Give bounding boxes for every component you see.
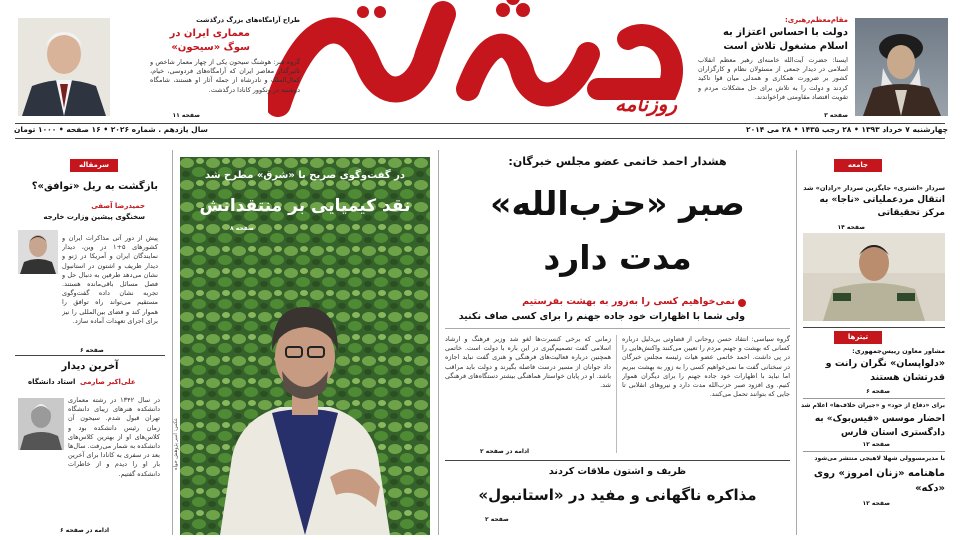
masthead-logo-sub: روزنامه	[615, 92, 678, 116]
feature-headline[interactable]: نقد کیمیایی بر منتقدانش	[199, 196, 411, 216]
bottom-center-kicker: ظریف و اشتون ملاقات کردند	[548, 466, 687, 477]
architect-photo	[18, 18, 110, 116]
lead-kicker: هشدار احمد خاتمی عضو مجلس خبرگان:	[508, 155, 727, 168]
obituary-continue[interactable]: ادامه در صفحه ۶	[60, 527, 110, 534]
editorial-author: حمیدرضا آصفی	[91, 202, 145, 210]
sidebar-story1-page: صفحه ۱۴	[837, 224, 865, 231]
top-left-headline[interactable]: معماری ایران در سوگ «سیحون»	[169, 28, 250, 53]
top-right-headline[interactable]: دولت با احساس اعتزاز به اسلام مشغول تلاش است	[722, 27, 848, 52]
obituary-body: در سال ۱۳۴۲ در رشته معماری دانشکده هنرهای زیبای دانشگاه تهران قبول شدم. سیحون آن زمان رئیس دانشکده بود و کلاس‌های او از بهترین کلاس‌های دانشکده به شمار می‌رفت. سال‌ها بعد در سفری به کانادا برای آخرین بار او را دیدم و از خاطرات دانشکده گفتیم.	[68, 396, 160, 478]
feature-page-ref: صفحه ۸	[230, 225, 254, 232]
section-tag-society: جامعه	[834, 159, 882, 172]
bottom-center-page-ref: صفحه ۲	[485, 516, 509, 523]
editorial-author-photo	[18, 230, 58, 274]
sidebar-story3-headline[interactable]: احضار موسس «فیس‌بوک» به دادگستری استان فارس	[814, 414, 945, 438]
top-right-page-ref: صفحه ۳	[824, 112, 848, 119]
lead-sub-bullet	[738, 299, 746, 307]
top-right-body: ایسنا: حضرت آیت‌الله خامنه‌ای رهبر معظم انقلاب اسلامی در دیدار جمعی از مسئولان نظام و کارگزاران کشور بر ضرورت همکاری و همدلی میان قوا تاکید کردند و دولت را به تلاش برای حل مشکلات مردم و تقویت اقتصاد مقاومتی فراخواندند.	[698, 56, 848, 101]
bottom-center-headline[interactable]: مذاکره ناگهانی و مفید در «استانبول»	[478, 486, 757, 504]
lead-body-right: گروه سیاسی: انتقاد حسن روحانی از قضاوتی بی‌دلیل درباره کسانی که بهشت و جهنم مردم را تعیین می‌کنند واکنش‌هایی را در پی داشت. احمد خاتمی عضو هیات رئیسه مجلس خبرگان در سخنانی گفت ما نمی‌خواهیم کسی را به زور به بهشت ببریم اما نباید با اظهارات خود جاده جهنم را برای دیگران هموار کنیم. وی افزود صبر حزب‌الله مدت دارد و نیروهای انقلابی تا جایی که بتوانند تحمل می‌کنند.	[622, 335, 790, 399]
sidebar-story4-page: صفحه ۱۲	[862, 500, 890, 507]
section-tag-headlines: تیترها	[834, 331, 882, 344]
feature-photo-credit: عکس: امیر پژوهش خواه	[173, 417, 179, 470]
obituary-author: علی‌اکبر صارمی	[80, 378, 136, 386]
editorial-headline[interactable]: بازگشت به ریل «توافق»؟	[31, 181, 158, 192]
top-left-body: گروه هنر: هوشنگ سیحون یکی از چهار معمار شاخص و تاثیرگذار معاصر ایران که آرامگاه‌های فردوسی، خیام، کمال‌الملک و نادرشاه از جمله آثار او هستند، شامگاه دوشنبه در ونکوور کانادا درگذشت.	[150, 58, 300, 94]
lead-sub-line1: نمی‌خواهیم کسی را به‌زور به بهشت بفرستیم	[522, 296, 735, 307]
sidebar-story4-headline[interactable]: ماهنامه «زنان امروز» روی «دکه»	[813, 468, 945, 494]
sidebar-story2-headline[interactable]: «دلواپسان» نگران رانت و قدرتشان هستند	[825, 358, 945, 383]
sidebar-story3-page: صفحه ۱۲	[862, 441, 890, 448]
leader-photo	[855, 18, 948, 116]
lead-body-left: زمانی که برخی کنسرت‌ها لغو شد وزیر فرهنگ و ارشاد اسلامی گفت تصمیم‌گیری در این باره با دولت است. خاتمی همچنین درباره فعالیت‌های فرهنگی و هنری گفت نباید اجازه داد جوانان از مسیر درست فاصله بگیرند و دولت باید مراقب باشد. او در پایان خواستار هماهنگی بیشتر دستگاه‌های فرهنگی شد.	[445, 335, 611, 390]
editorial-page-ref: صفحه ۶	[80, 347, 104, 354]
top-right-kicker: مقام‌معظم‌رهبری:	[784, 16, 848, 24]
editorial-author-title: سخنگوی پیشین وزارت خارجه	[43, 213, 145, 221]
editorial-body: پیش از دور آتی مذاکرات ایران و کشورهای ۵+۱ در وین، دیدار نمایندگان ایران و آمریکا در ژنو و دیدار ظریف و اشتون در استانبول نشان می‌دهد طرفین به دنبال حل و فصل مسائل باقی‌مانده هستند. تجربه نشان داده گفت‌وگوی مستقیم می‌تواند راه توافق را هموار کند و فضای بین‌المللی را نیز برای اجرای تعهدات آماده سازد.	[62, 234, 158, 325]
sidebar-story4-kicker: با مدیرمسوولی شهلا لاهیجی منتشر می‌شود	[814, 455, 945, 462]
sidebar-story2-kicker: مشاور معاون رییس‌جمهوری:	[852, 347, 945, 355]
top-left-page-ref: صفحه ۱۱	[172, 112, 200, 119]
section-tag-editorial: سرمقاله	[70, 159, 118, 172]
sidebar-story1-headline[interactable]: انتقال مردعملیاتی «ناجا» به مرکز تحقیقاتی	[819, 195, 945, 218]
date-line: چهارشنبه ۷ خرداد ۱۳۹۳ • ۲۸ رجب ۱۴۳۵ • ۲۸ می ۲۰۱۴	[746, 125, 948, 134]
top-left-kicker: طراح آرامگاه‌های بزرگ درگذشت	[196, 16, 300, 24]
sidebar-story3-kicker: برای «دفاع از خود» و «جبران خلاف‌ها» اعلام شد	[801, 402, 945, 409]
feature-kicker: در گفت‌وگوی صریح با «شرق» مطرح شد	[204, 170, 406, 181]
obituary-headline[interactable]: آخرین دیدار	[61, 361, 119, 372]
lead-headline-line1[interactable]: صبر «حزب‌الله»	[490, 184, 745, 223]
police-chief-photo	[803, 233, 945, 321]
lead-headline-line2[interactable]: مدت دارد	[543, 238, 692, 277]
issue-line: سال یازدهم . شماره ۲۰۲۶ • ۱۶ صفحه • ۱۰۰۰ تومان	[14, 125, 208, 134]
sidebar-story1-kicker: سردار «اشتری» جایگزین سردار «رادان» شد	[803, 184, 945, 192]
lead-continue[interactable]: ادامه در صفحه ۲	[480, 448, 530, 455]
obituary-photo	[18, 398, 64, 450]
lead-sub-line2: ولی شما با اظهارات خود جاده جهنم را برای کسی صاف نکنید	[458, 311, 745, 322]
obituary-author-title: استاد دانشگاه	[28, 378, 76, 386]
sidebar-story2-page: صفحه ۶	[866, 388, 890, 395]
